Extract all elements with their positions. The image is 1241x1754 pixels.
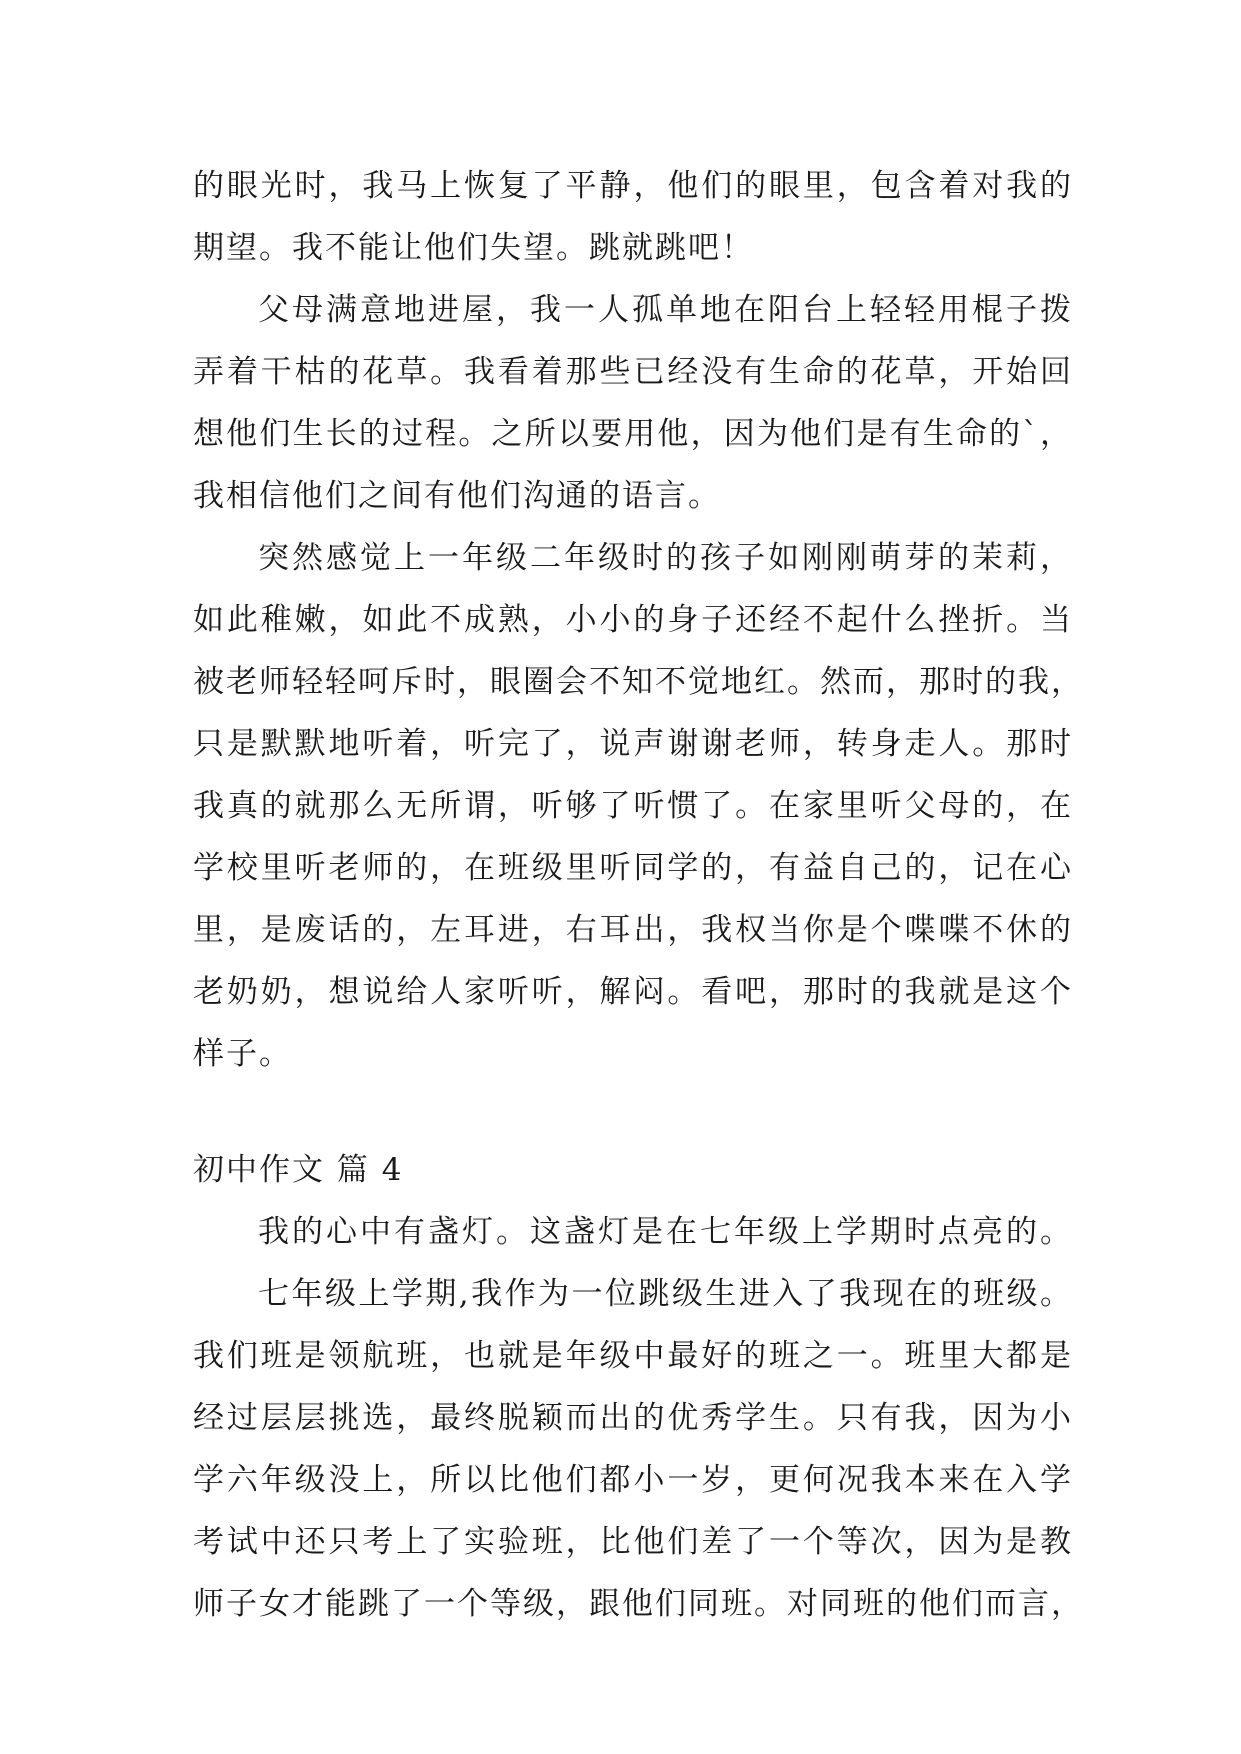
text-line: 我相信他们之间有他们沟通的语言。 [193, 478, 721, 514]
text-line: 想他们生长的过程。之所以要用他，因为他们是有生命的`， [193, 416, 1073, 452]
text-line: 学校里听老师的，在班级里听同学的，有益自己的，记在心 [193, 850, 1073, 886]
text-line: 师子女才能跳了一个等级，跟他们同班。对同班的他们而言， [193, 1586, 1084, 1622]
text-line: 经过层层挑选，最终脱颖而出的优秀学生。只有我，因为小 [193, 1400, 1073, 1436]
text-line: 我真的就那么无所谓，听够了听惯了。在家里听父母的，在 [193, 788, 1073, 824]
text-line: 如此稚嫩，如此不成熟，小小的身子还经不起什么挫折。当 [193, 602, 1073, 638]
section-heading: 初中作文 篇 4 [193, 1152, 404, 1188]
text-line: 考试中还只考上了实验班，比他们差了一个等次，因为是教 [193, 1524, 1073, 1560]
text-line: 只是默默地听着，听完了，说声谢谢老师，转身走人。那时 [193, 726, 1073, 762]
text-line: 被老师轻轻呵斥时，眼圈会不知不觉地红。然而，那时的我， [193, 664, 1084, 700]
text-line: 里，是废话的，左耳进，右耳出，我权当你是个喋喋不休的 [193, 912, 1073, 948]
text-line: 我们班是领航班，也就是年级中最好的班之一。班里大都是 [193, 1338, 1073, 1374]
text-line: 期望。我不能让他们失望。跳就跳吧！ [193, 230, 754, 266]
text-line: 弄着干枯的花草。我看着那些已经没有生命的花草，开始回 [193, 354, 1073, 390]
text-line: 的眼光时，我马上恢复了平静，他们的眼里，包含着对我的 [193, 168, 1073, 204]
text-line: 样子。 [193, 1036, 292, 1072]
text-line: 老奶奶，想说给人家听听，解闷。看吧，那时的我就是这个 [193, 974, 1073, 1010]
text-line: 父母满意地进屋，我一人孤单地在阳台上轻轻用棍子拨 [258, 292, 1073, 328]
text-line: 七年级上学期,我作为一位跳级生进入了我现在的班级。 [258, 1276, 1073, 1312]
text-line: 我的心中有盏灯。这盏灯是在七年级上学期时点亮的。 [258, 1214, 1073, 1250]
text-line: 突然感觉上一年级二年级时的孩子如刚刚萌芽的茉莉， [258, 540, 1073, 576]
text-line: 学六年级没上，所以比他们都小一岁，更何况我本来在入学 [193, 1462, 1073, 1498]
